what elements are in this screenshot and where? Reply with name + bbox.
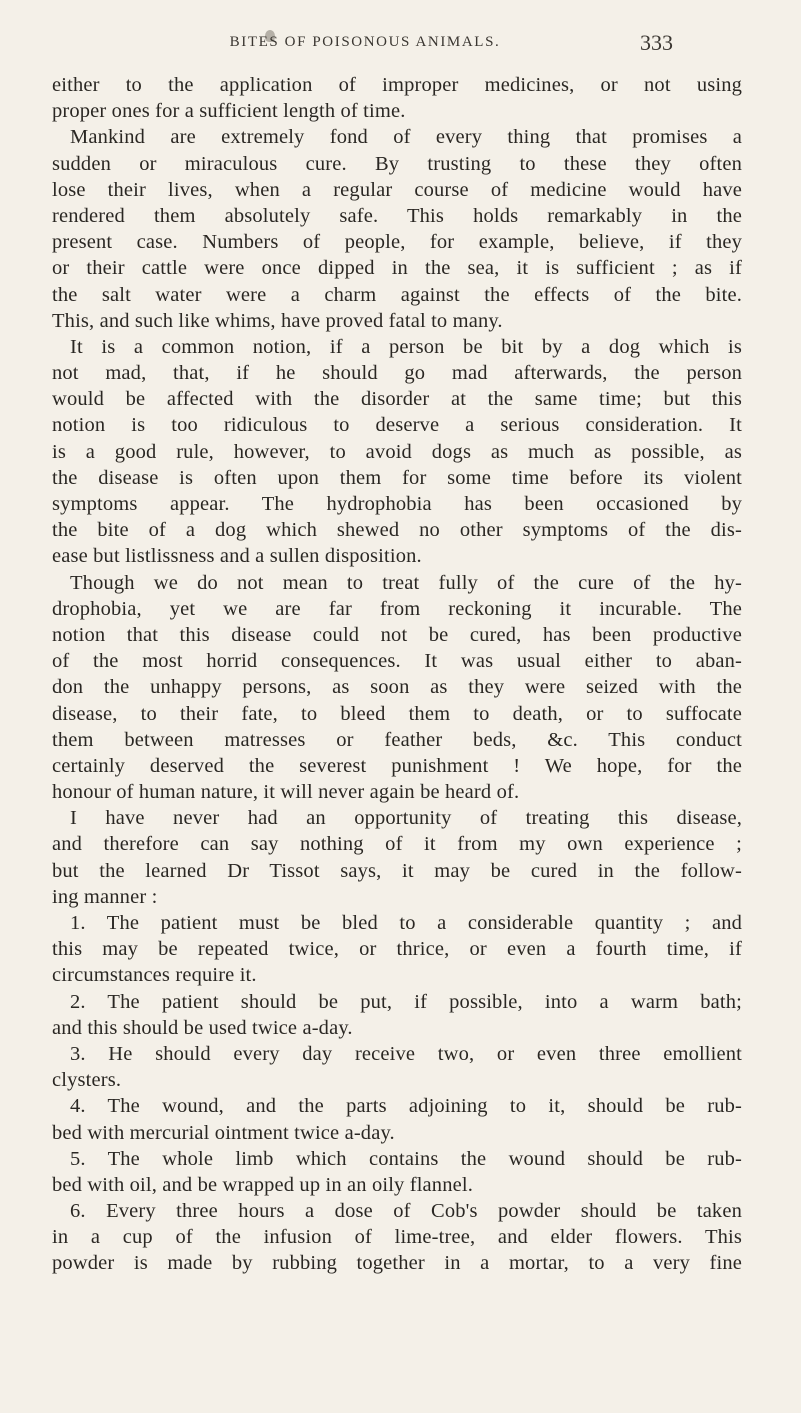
- page-number: 333: [640, 30, 673, 55]
- text-line: honour of human nature, it will never again be heard of.: [52, 781, 520, 804]
- text-line: bed with oil, and be wrapped up in an oily flannel.: [52, 1173, 473, 1196]
- text-line: is a good rule, however, to avoid dogs as much as possible, as: [52, 440, 742, 463]
- paragraph-first-line: I have never had an opportunity of treating this disease,: [70, 807, 742, 830]
- text-line: ing manner :: [52, 885, 158, 908]
- body-text: [52, 72, 742, 1277]
- text-line: disease, to their fate, to bleed them to death, or to suffocate: [52, 702, 742, 725]
- text-line: this may be repeated twice, or thrice, or even a fourth time, if: [52, 938, 742, 961]
- paragraph-first-line: 2. The patient should be put, if possible, into a warm bath;: [70, 990, 742, 1013]
- running-title: BITES OF POISONOUS ANIMALS.: [229, 34, 501, 50]
- text-line: don the unhappy persons, as soon as they were seized with the: [52, 676, 742, 699]
- text-line: the disease is often upon them for some time before its violent: [52, 466, 742, 489]
- text-line: present case. Numbers of people, for example, believe, if they: [52, 231, 742, 254]
- text-line: proper ones for a sufficient length of time.: [52, 100, 406, 123]
- text-line: not mad, that, if he should go mad afterwards, the person: [52, 362, 742, 385]
- text-line: or their cattle were once dipped in the sea, it is sufficient ; as if: [52, 257, 742, 280]
- text-line: would be affected with the disorder at the same time; but this: [52, 388, 742, 411]
- text-line: ease but listlissness and a sullen disposition.: [52, 545, 422, 568]
- text-line: either to the application of improper medicines, or not using: [52, 74, 742, 96]
- text-line: drophobia, yet we are far from reckoning it incurable. The: [52, 597, 742, 620]
- running-head: [0, 30, 801, 60]
- paragraph-first-line: 1. The patient must be bled to a considerable quantity ; and: [70, 912, 742, 934]
- paragraph-first-line: 4. The wound, and the parts adjoining to it, should be rub-: [70, 1095, 742, 1118]
- text-line: but the learned Dr Tissot says, it may be cured in the follow-: [52, 859, 742, 882]
- text-line: rendered them absolutely safe. This holds remarkably in the: [52, 204, 742, 227]
- text-line: bed with mercurial ointment twice a-day.: [52, 1121, 395, 1144]
- text-line: symptoms appear. The hydrophobia has been occasioned by: [52, 493, 742, 515]
- text-line: of the most horrid consequences. It was usual either to aban-: [52, 650, 742, 673]
- text-line: clysters.: [52, 1069, 122, 1092]
- paragraph-first-line: 5. The whole limb which contains the wound should be rub-: [70, 1147, 742, 1170]
- text-line: and therefore can say nothing of it from my own experience ;: [52, 833, 742, 856]
- text-line: the salt water were a charm against the effects of the bite.: [52, 283, 742, 306]
- paragraph-first-line: 6. Every three hours a dose of Cob's powder should be taken: [70, 1200, 742, 1223]
- text-line: them between matresses or feather beds, &c. This conduct: [52, 728, 742, 751]
- text-line: This, and such like whims, have proved fatal to many.: [52, 309, 503, 332]
- text-line: sudden or miraculous cure. By trusting to these they often: [52, 152, 742, 175]
- text-line: certainly deserved the severest punishment ! We hope, for the: [52, 754, 742, 777]
- paragraph-first-line: It is a common notion, if a person be bit by a dog which is: [70, 335, 742, 358]
- text-line: in a cup of the infusion of lime-tree, and elder flowers. This: [52, 1226, 742, 1249]
- text-line: notion is too ridiculous to deserve a serious consideration. It: [52, 414, 742, 437]
- text-line: notion that this disease could not be cured, has been productive: [52, 623, 742, 646]
- text-line: powder is made by rubbing together in a mortar, to a very fine: [52, 1252, 742, 1275]
- text-line: the bite of a dog which shewed no other symptoms of the dis-: [52, 519, 742, 542]
- text-line: circumstances require it.: [52, 964, 257, 987]
- paragraph-first-line: Though we do not mean to treat fully of the cure of the hy-: [70, 571, 742, 594]
- paragraph-first-line: Mankind are extremely fond of every thing that promises a: [70, 126, 742, 149]
- paragraph-first-line: 3. He should every day receive two, or even three emollient: [70, 1042, 742, 1065]
- text-line: and this should be used twice a-day.: [52, 1016, 353, 1039]
- text-line: lose their lives, when a regular course of medicine would have: [52, 178, 742, 201]
